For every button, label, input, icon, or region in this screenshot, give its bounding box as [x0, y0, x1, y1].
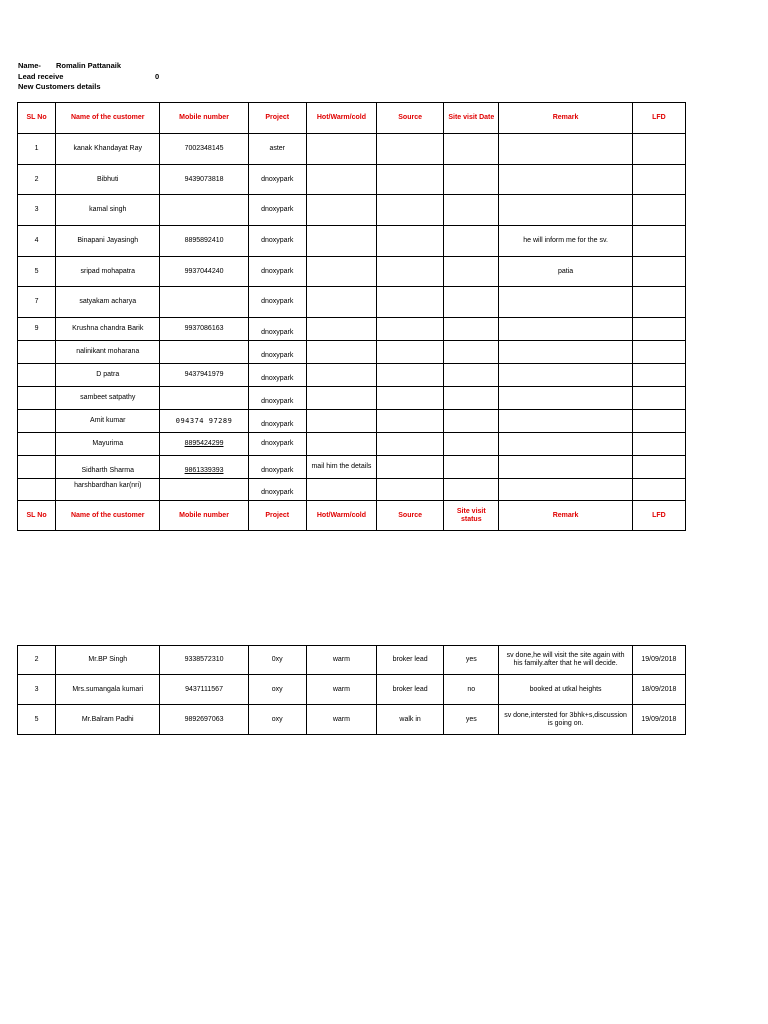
cell-remark: [499, 456, 632, 479]
cell-name: Bibhuti: [56, 165, 160, 195]
cell-lfd: [632, 341, 685, 364]
cell-source: [377, 318, 444, 341]
cell-visit-status: no: [444, 675, 499, 705]
cell-temp: [306, 287, 376, 318]
cell-name: Mr.Balram Padhi: [56, 705, 160, 735]
cell-temp: [306, 410, 376, 433]
cell-mobile: [160, 341, 248, 364]
cell-temp: [306, 479, 376, 501]
col-site-visit-status: Site visit status: [444, 501, 499, 531]
cell-sl: 3: [18, 195, 56, 226]
cell-lfd: [632, 387, 685, 410]
cell-sl: [18, 410, 56, 433]
cell-temp: [306, 341, 376, 364]
cell-remark: [499, 165, 632, 195]
cell-source: [377, 226, 444, 257]
table-row: [18, 364, 686, 387]
lead-line: [18, 72, 160, 82]
cell-project: dnoxypark: [248, 318, 306, 341]
cell-project: oxy: [248, 705, 306, 735]
cell-lfd: [632, 456, 685, 479]
cell-mobile: 9437941979: [160, 364, 248, 387]
cell-visit: [444, 287, 499, 318]
cell-mobile: [160, 479, 248, 501]
cell-mobile: 9338572310: [160, 646, 248, 675]
cell-lfd: [632, 257, 685, 287]
col-lfd: LFD: [632, 103, 685, 134]
cell-visit: [444, 226, 499, 257]
cell-sl: [18, 364, 56, 387]
cell-temp: [306, 318, 376, 341]
cell-temp: mail him the details: [306, 456, 376, 479]
section-title: New Customers details: [18, 82, 101, 91]
site-visit-table: [17, 645, 686, 735]
col-hot-warm-cold: Hot/Warm/cold: [306, 501, 376, 531]
cell-source: [377, 195, 444, 226]
cell-remark: he will inform me for the sv.: [499, 226, 632, 257]
col-sl-no: SL No: [18, 103, 56, 134]
table-row: [18, 134, 686, 165]
cell-visit: [444, 364, 499, 387]
cell-visit: [444, 433, 499, 456]
cell-sl: 9: [18, 318, 56, 341]
col-project: Project: [248, 501, 306, 531]
cell-project: dnoxypark: [248, 479, 306, 501]
cell-remark: [499, 195, 632, 226]
name-label: Name-: [18, 61, 41, 70]
cell-source: broker lead: [377, 675, 444, 705]
cell-mobile: 7002348145: [160, 134, 248, 165]
cell-source: [377, 387, 444, 410]
cell-name: Sidharth Sharma: [56, 456, 160, 479]
cell-name: sambeet satpathy: [56, 387, 160, 410]
cell-name: sripad mohapatra: [56, 257, 160, 287]
cell-project: dnoxypark: [248, 387, 306, 410]
cell-project: dnoxypark: [248, 257, 306, 287]
cell-visit: [444, 318, 499, 341]
cell-lfd: [632, 364, 685, 387]
cell-lfd: [632, 165, 685, 195]
cell-mobile: 9937044240: [160, 257, 248, 287]
cell-name: D patra: [56, 364, 160, 387]
cell-sl: 5: [18, 257, 56, 287]
cell-sl: [18, 433, 56, 456]
cell-source: [377, 410, 444, 433]
cell-mobile-link[interactable]: 9861339393: [160, 456, 248, 479]
cell-source: [377, 134, 444, 165]
cell-project: 0xy: [248, 646, 306, 675]
cell-temp: [306, 134, 376, 165]
cell-temp: warm: [306, 705, 376, 735]
cell-name: satyakam acharya: [56, 287, 160, 318]
table-row: [18, 410, 686, 433]
cell-lfd: [632, 410, 685, 433]
cell-lfd: 19/09/2018: [632, 705, 685, 735]
table-footer-header-row: [18, 501, 686, 531]
cell-temp: [306, 433, 376, 456]
cell-sl: 7: [18, 287, 56, 318]
cell-project: dnoxypark: [248, 433, 306, 456]
cell-project: dnoxypark: [248, 287, 306, 318]
cell-mobile-link[interactable]: 8895424299: [160, 433, 248, 456]
cell-lfd: [632, 134, 685, 165]
cell-mobile: [160, 287, 248, 318]
cell-remark: [499, 433, 632, 456]
col-site-visit-date: Site visit Date: [444, 103, 499, 134]
cell-source: [377, 456, 444, 479]
cell-project: dnoxypark: [248, 456, 306, 479]
col-hot-warm-cold: Hot/Warm/cold: [306, 103, 376, 134]
cell-project: dnoxypark: [248, 195, 306, 226]
table-row: [18, 341, 686, 364]
table-row: [18, 165, 686, 195]
cell-visit: [444, 456, 499, 479]
cell-mobile: 9892697063: [160, 705, 248, 735]
table-row: [18, 705, 686, 735]
cell-temp: [306, 226, 376, 257]
cell-temp: [306, 387, 376, 410]
cell-lfd: [632, 226, 685, 257]
cell-mobile: 9439073818: [160, 165, 248, 195]
col-remark: Remark: [499, 501, 632, 531]
cell-sl: 2: [18, 165, 56, 195]
cell-sl: [18, 387, 56, 410]
cell-source: walk in: [377, 705, 444, 735]
cell-name: Mayurima: [56, 433, 160, 456]
table-row: [18, 195, 686, 226]
cell-source: [377, 433, 444, 456]
cell-visit: [444, 410, 499, 433]
col-lfd: LFD: [632, 501, 685, 531]
cell-temp: [306, 195, 376, 226]
cell-remark: sv done,he will visit the site again with his family.after that he will decide.: [499, 646, 632, 675]
cell-name: kanak Khandayat Ray: [56, 134, 160, 165]
name-line: [18, 61, 122, 71]
cell-sl: 2: [18, 646, 56, 675]
cell-name: Mr.BP Singh: [56, 646, 160, 675]
cell-temp: warm: [306, 646, 376, 675]
col-source: Source: [377, 501, 444, 531]
cell-project: dnoxypark: [248, 165, 306, 195]
cell-temp: warm: [306, 675, 376, 705]
cell-visit: [444, 257, 499, 287]
col-source: Source: [377, 103, 444, 134]
cell-name: Mrs.sumangala kumari: [56, 675, 160, 705]
cell-project: dnoxypark: [248, 410, 306, 433]
table-row: [18, 675, 686, 705]
table-row: [18, 318, 686, 341]
cell-sl: [18, 341, 56, 364]
cell-project: aster: [248, 134, 306, 165]
cell-source: [377, 287, 444, 318]
table-row: [18, 287, 686, 318]
cell-visit: [444, 479, 499, 501]
col-mobile: Mobile number: [160, 103, 248, 134]
table-row: [18, 257, 686, 287]
cell-lfd: 18/09/2018: [632, 675, 685, 705]
cell-sl: [18, 479, 56, 501]
cell-remark: [499, 341, 632, 364]
cell-lfd: [632, 287, 685, 318]
cell-name: Amit kumar: [56, 410, 160, 433]
cell-sl: 5: [18, 705, 56, 735]
table-row: [18, 456, 686, 479]
cell-name: harshbardhan kar(nri): [56, 479, 160, 501]
col-customer-name: Name of the customer: [56, 501, 160, 531]
name-value: Romalin Pattanaik: [56, 61, 122, 70]
cell-temp: [306, 257, 376, 287]
cell-project: dnoxypark: [248, 341, 306, 364]
cell-lfd: [632, 433, 685, 456]
cell-name: kamal singh: [56, 195, 160, 226]
cell-source: [377, 341, 444, 364]
table-row: [18, 226, 686, 257]
cell-remark: sv done,intersted for 3bhk+s,discussion is going on.: [499, 705, 632, 735]
cell-name: Binapani Jayasingh: [56, 226, 160, 257]
lead-label: Lead receive: [18, 72, 64, 81]
cell-mobile: 8895892410: [160, 226, 248, 257]
cell-sl: 1: [18, 134, 56, 165]
cell-remark: [499, 479, 632, 501]
cell-name: nalinikant moharana: [56, 341, 160, 364]
cell-mobile: 9937086163: [160, 318, 248, 341]
cell-sl: [18, 456, 56, 479]
cell-name: Krushna chandra Barik: [56, 318, 160, 341]
table-row: [18, 646, 686, 675]
cell-visit: [444, 165, 499, 195]
cell-visit: [444, 387, 499, 410]
cell-mobile: 9437111567: [160, 675, 248, 705]
lead-value: 0: [155, 72, 160, 81]
col-project: Project: [248, 103, 306, 134]
cell-visit: [444, 341, 499, 364]
cell-sl: 4: [18, 226, 56, 257]
cell-source: [377, 257, 444, 287]
table-row: [18, 479, 686, 501]
cell-mobile: 094374 97289: [160, 410, 248, 433]
cell-sl: 3: [18, 675, 56, 705]
cell-remark: [499, 318, 632, 341]
cell-visit-status: yes: [444, 646, 499, 675]
cell-project: dnoxypark: [248, 364, 306, 387]
new-customers-table: [17, 102, 686, 531]
col-sl-no: SL No: [18, 501, 56, 531]
cell-source: [377, 165, 444, 195]
cell-temp: [306, 364, 376, 387]
cell-lfd: [632, 318, 685, 341]
cell-source: [377, 479, 444, 501]
col-remark: Remark: [499, 103, 632, 134]
cell-mobile: [160, 387, 248, 410]
table-header-row: [18, 103, 686, 134]
table-row: [18, 387, 686, 410]
col-mobile: Mobile number: [160, 501, 248, 531]
cell-project: oxy: [248, 675, 306, 705]
cell-visit-status: yes: [444, 705, 499, 735]
cell-lfd: [632, 479, 685, 501]
cell-visit: [444, 195, 499, 226]
cell-remark: [499, 287, 632, 318]
cell-remark: booked at utkal heights: [499, 675, 632, 705]
cell-remark: [499, 410, 632, 433]
table-row: [18, 433, 686, 456]
cell-source: broker lead: [377, 646, 444, 675]
cell-mobile: [160, 195, 248, 226]
cell-source: [377, 364, 444, 387]
cell-temp: [306, 165, 376, 195]
cell-remark: patia: [499, 257, 632, 287]
cell-lfd: 19/09/2018: [632, 646, 685, 675]
cell-visit: [444, 134, 499, 165]
cell-remark: [499, 134, 632, 165]
cell-remark: [499, 387, 632, 410]
cell-project: dnoxypark: [248, 226, 306, 257]
col-customer-name: Name of the customer: [56, 103, 160, 134]
cell-remark: [499, 364, 632, 387]
cell-lfd: [632, 195, 685, 226]
